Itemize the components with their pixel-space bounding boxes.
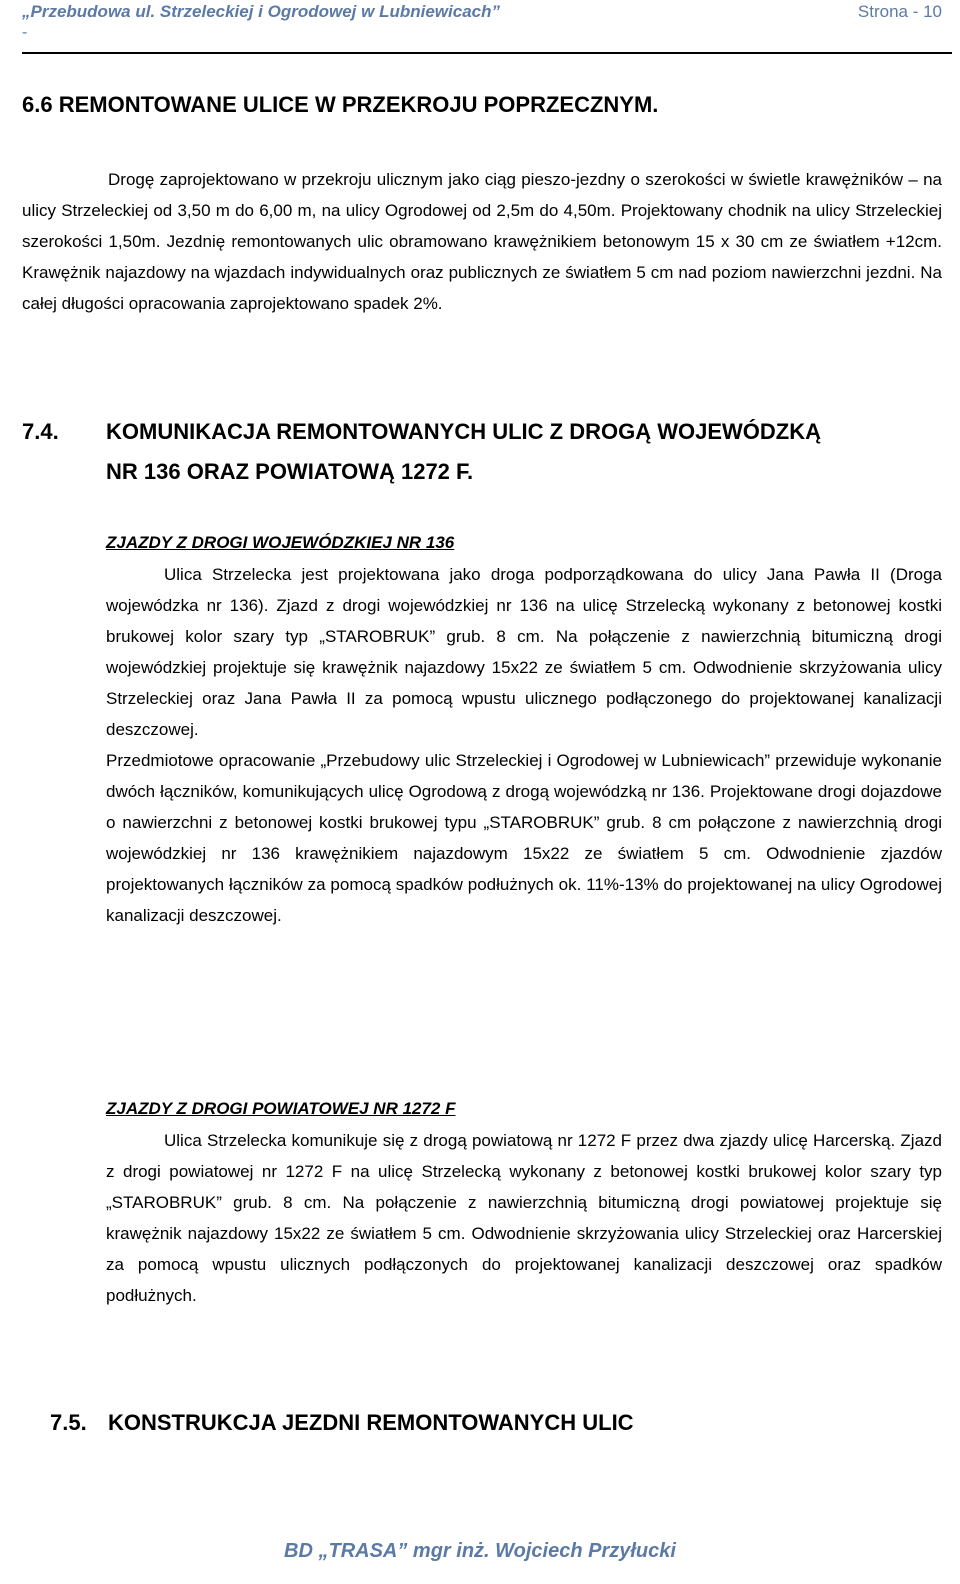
voivodeship-paragraph-1: Ulica Strzelecka jest projektowana jako droga podporządkowana do ulicy Jana Pawła II (Droga wojewódzka nr 136). Zjazd z drogi wojewódzkiej nr 136 na ulicę Strzelecką wykonany z betonowej kostki brukowej kolor szary typ „STAROBRUK” grub. 8 cm. Na połączenie z nawierzchnią bitumiczną drogi wojewódzkiej projektuje się krawężnik najazdowy 15x22 ze światłem 5 cm. Odwodnienie skrzyżowania ulicy Strzeleckiej oraz Jana Pawła II za pomocą wpustu ulicznego podłączonego do projektowanej kanalizacji deszczowej. — [106, 565, 942, 739]
section-7-4-number: 7.4. — [22, 419, 59, 444]
section-7-5-number: 7.5. — [50, 1410, 87, 1435]
page-number: Strona - 10 — [857, 2, 942, 21]
section-6-6-heading: 6.6 REMONTOWANE ULICE W PRZEKROJU POPRZECZNYM. — [22, 92, 659, 117]
section-7-5-title: KONSTRUKCJA JEZDNI REMONTOWANYCH ULIC — [108, 1410, 634, 1435]
header-divider — [22, 52, 952, 54]
section-7-4-title-line1: KOMUNIKACJA REMONTOWANYCH ULIC Z DROGĄ WOJEWÓDZKĄ — [106, 419, 821, 444]
document-title: „Przebudowa ul. Strzeleckiej i Ogrodowej w Lubniewicach” — [22, 2, 500, 21]
header-dash: - — [22, 24, 28, 41]
voivodeship-paragraph-2: Przedmiotowe opracowanie „Przebudowy ulic Strzeleckiej i Ogrodowej w Lubniewicach” przewiduje wykonanie dwóch łączników, komunikujących ulicę Ogrodową z drogą wojewódzką nr 136. Projektowane drogi dojazdowe o nawierzchni z betonowej kostki brukowej typu „STAROBRUK” grub. 8 cm połączone z nawierzchnią drogi wojewódzkiej nr 136 krawężnikiem najazdowym 15x22 ze światłem 5 cm. Odwodnienie zjazdów projektowanych łączników za pomocą spadków podłużnych ok. 11%-13% do projektowanej na ulicy Ogrodowej kanalizacji deszczowej. — [106, 751, 942, 925]
section-6-6-paragraph — [22, 164, 942, 319]
section-7-4-title-line2: NR 136 ORAZ POWIATOWĄ 1272 F. — [106, 459, 474, 484]
section-6-6-text: Drogę zaprojektowano w przekroju ulicznym jako ciąg pieszo-jezdny o szerokości w świetle krawężników – na ulicy Strzeleckiej od 3,50 m do 6,00 m, na ulicy Ogrodowej od 2,5m do 4,50m. Projektowany chodnik na ulicy Strzeleckiej szerokości 1,50m. Jezdnię remontowanych ulic obramowano krawężnikiem betonowym 15 x 30 cm ze światłem +12cm. Krawężnik najazdowy na wjazdach indywidualnych oraz publicznych ze światłem 5 cm nad poziom nawierzchni jezdni. Na całej długości opracowania zaprojektowano spadek 2%. — [22, 170, 942, 313]
subsection-voivodeship-road-body — [106, 559, 942, 931]
subsection-county-road-body — [106, 1125, 942, 1311]
page-footer: BD „TRASA” mgr inż. Wojciech Przyłucki — [284, 1540, 676, 1562]
subsection-voivodeship-road-title: ZJAZDY Z DROGI WOJEWÓDZKIEJ NR 136 — [106, 533, 455, 552]
paragraph — [106, 559, 942, 745]
subsection-county-road-title: ZJAZDY Z DROGI POWIATOWEJ NR 1272 F — [106, 1099, 456, 1118]
section-7-4-heading — [22, 412, 942, 492]
section-7-5-heading — [50, 1410, 634, 1436]
county-paragraph: Ulica Strzelecka komunikuje się z drogą powiatową nr 1272 F przez dwa zjazdy ulicę Harcerską. Zjazd z drogi powiatowej nr 1272 F na ulicę Strzelecką wykonany z betonowej kostki brukowej kolor szary typ „STAROBRUK” grub. 8 cm. Na połączenie z nawierzchnią bitumiczną drogi powiatowej projektuje się krawężnik najazdowy 15x22 ze światłem 5 cm. Odwodnienie skrzyżowania ulicy Strzeleckiej oraz Harcerskiej za pomocą wpustu ulicznych podłączonych do projektowanej kanalizacji deszczowej oraz spadków podłużnych. — [106, 1131, 942, 1305]
